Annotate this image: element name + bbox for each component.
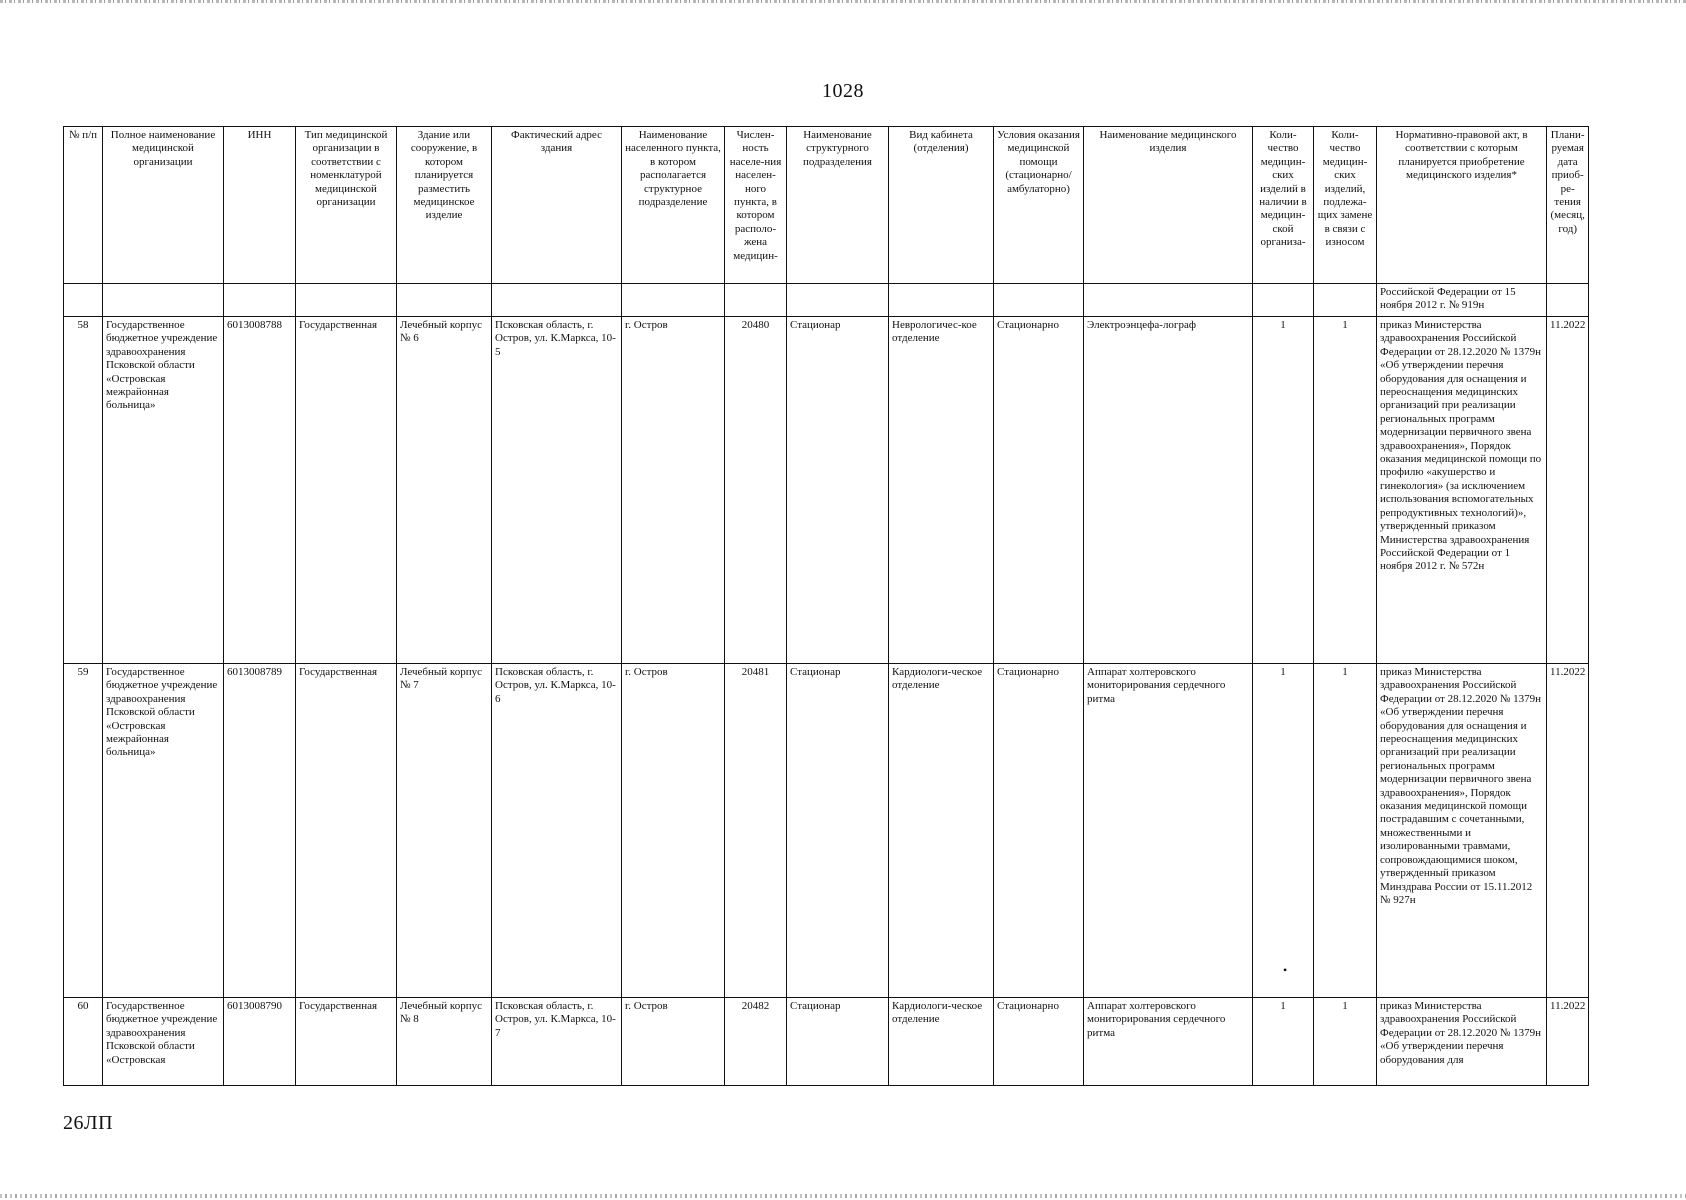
- page-number: 1028: [822, 80, 864, 102]
- cell-inn: 6013008790: [224, 998, 296, 1086]
- table-cell: [622, 284, 725, 317]
- header-cell-qty-replace: Коли-чество медицин-ских изделий, подлежа-щих замене в связи с износом: [1314, 127, 1377, 284]
- cell-cabinet: Кардиологи-ческое отделение: [889, 998, 994, 1086]
- table-cell: [224, 284, 296, 317]
- scan-edge-bottom: [0, 1194, 1686, 1198]
- table-row: [64, 664, 1589, 998]
- page-stamp: 26ЛП: [63, 1112, 114, 1134]
- cell-device: Аппарат холтеровского мониторирования сердечного ритма: [1084, 664, 1253, 998]
- table-row: [64, 317, 1589, 664]
- cell-qty-have: 1: [1253, 317, 1314, 664]
- cell-number: 58: [64, 317, 103, 664]
- cell-inn: 6013008789: [224, 664, 296, 998]
- continuation-row: [64, 284, 1589, 317]
- cell-number: 59: [64, 664, 103, 998]
- header-cell-qty-have: Коли-чество медицин-ских изделий в наличии в медицин-ской организа-: [1253, 127, 1314, 284]
- cell-organization: Государственное бюджетное учреждение здравоохранения Псковской области «Островская: [103, 998, 224, 1086]
- header-cell-locality: Наименование населенного пункта, в котором располагается структурное подразделение: [622, 127, 725, 284]
- header-cell-number: № п/п: [64, 127, 103, 284]
- header-cell-inn: ИНН: [224, 127, 296, 284]
- cell-org-type: Государственная: [296, 317, 397, 664]
- scan-edge-top: [0, 0, 1686, 3]
- cell-locality: г. Остров: [622, 998, 725, 1086]
- table-cell: [296, 284, 397, 317]
- header-cell-division: Наименование структурного подразделения: [787, 127, 889, 284]
- header-cell-device: Наименование медицинского изделия: [1084, 127, 1253, 284]
- cell-device: Электроэнцефа-лограф: [1084, 317, 1253, 664]
- table-cell: [1253, 284, 1314, 317]
- cell-conditions: Стационарно: [994, 664, 1084, 998]
- cell-inn: 6013008788: [224, 317, 296, 664]
- header-cell-population: Числен-ность населе-ния населен-ного пункта, в котором располо-жена медицин-: [725, 127, 787, 284]
- cell-building: Лечебный корпус № 6: [397, 317, 492, 664]
- cell-qty-replace: 1: [1314, 664, 1377, 998]
- header-cell-planned-date: Плани-руемая дата приоб-ре-тения (месяц, год): [1547, 127, 1589, 284]
- table-cell: [1314, 284, 1377, 317]
- cell-division: Стационар: [787, 317, 889, 664]
- table-cell: [725, 284, 787, 317]
- table-cell: [1084, 284, 1253, 317]
- cell-division: Стационар: [787, 664, 889, 998]
- cell-planned-date: 11.2022: [1547, 317, 1589, 664]
- table-cell: [787, 284, 889, 317]
- cell-cabinet: Неврологичес-кое отделение: [889, 317, 994, 664]
- header-cell-org-type: Тип медицинской организации в соответствии с номенклатурой медицинской организации: [296, 127, 397, 284]
- header-cell-cabinet: Вид кабинета (отделения): [889, 127, 994, 284]
- cell-qty-replace: 1: [1314, 998, 1377, 1086]
- cell-org-type: Государственная: [296, 664, 397, 998]
- cell-planned-date: 11.2022: [1547, 664, 1589, 998]
- cell-qty-have: 1: [1253, 998, 1314, 1086]
- header-cell-conditions: Условия оказания медицинской помощи (стационарно/ амбулаторно): [994, 127, 1084, 284]
- cell-address: Псковская область, г. Остров, ул. К.Маркса, 10-6: [492, 664, 622, 998]
- table-cell: [397, 284, 492, 317]
- continuation-text: Российской Федерации от 15 ноября 2012 г. № 919н: [1377, 284, 1547, 317]
- cell-device: Аппарат холтеровского мониторирования сердечного ритма: [1084, 998, 1253, 1086]
- cell-legal-act: приказ Министерства здравоохранения Российской Федерации от 28.12.2020 № 1379н «Об утверждении перечня оборудования для оснащения и переоснащения медицинских организаций при реализации региональных программ модернизации первичного звена здравоохранения», Порядок оказания медицинской помощи пострадавшим с сочетанными, множественными и изолированными травмами, сопровождающимися шоком, утвержденный приказом Минздрава России от 15.11.2012 № 927н: [1377, 664, 1547, 998]
- cell-address: Псковская область, г. Остров, ул. К.Маркса, 10-7: [492, 998, 622, 1086]
- cell-address: Псковская область, г. Остров, ул. К.Маркса, 10-5: [492, 317, 622, 664]
- cell-organization: Государственное бюджетное учреждение здравоохранения Псковской области «Островская межрайонная больница»: [103, 664, 224, 998]
- table-cell: [492, 284, 622, 317]
- cell-qty-replace: 1: [1314, 317, 1377, 664]
- table-cell: [994, 284, 1084, 317]
- header-cell-address: Фактический адрес здания: [492, 127, 622, 284]
- equipment-table: [63, 126, 1589, 1086]
- cell-planned-date: 11.2022: [1547, 998, 1589, 1086]
- table-cell: [1547, 284, 1589, 317]
- header-cell-building: Здание или сооружение, в котором планируется разместить медицинское изделие: [397, 127, 492, 284]
- table-cell: [103, 284, 224, 317]
- header-cell-legal-act: Нормативно-правовой акт, в соответствии с которым планируется приобретение медицинского изделия*: [1377, 127, 1547, 284]
- cell-population: 20482: [725, 998, 787, 1086]
- cell-locality: г. Остров: [622, 317, 725, 664]
- cell-building: Лечебный корпус № 8: [397, 998, 492, 1086]
- cell-locality: г. Остров: [622, 664, 725, 998]
- cell-legal-act: приказ Министерства здравоохранения Российской Федерации от 28.12.2020 № 1379н «Об утверждении перечня оборудования для оснащения и переоснащения медицинских организаций при реализации региональных программ модернизации первичного звена здравоохранения», Порядок оказания медицинской помощи по профилю «акушерство и гинекология» (за исключением использования вспомогательных репродуктивных технологий)», утвержденный приказом Министерства здравоохранения Российской Федерации от 1 ноября 2012 г. № 572н: [1377, 317, 1547, 664]
- cell-legal-act: приказ Министерства здравоохранения Российской Федерации от 28.12.2020 № 1379н «Об утверждении перечня оборудования для: [1377, 998, 1547, 1086]
- cell-division: Стационар: [787, 998, 889, 1086]
- cell-population: 20481: [725, 664, 787, 998]
- header-cell-organization: Полное наименование медицинской организации: [103, 127, 224, 284]
- cell-population: 20480: [725, 317, 787, 664]
- cell-conditions: Стационарно: [994, 998, 1084, 1086]
- cell-building: Лечебный корпус № 7: [397, 664, 492, 998]
- table-row: [64, 998, 1589, 1086]
- table-cell: [889, 284, 994, 317]
- scan-speck-mark: •: [1283, 963, 1288, 977]
- cell-qty-have: 1: [1253, 664, 1314, 998]
- cell-cabinet: Кардиологи-ческое отделение: [889, 664, 994, 998]
- cell-conditions: Стационарно: [994, 317, 1084, 664]
- table-cell: [64, 284, 103, 317]
- cell-organization: Государственное бюджетное учреждение здравоохранения Псковской области «Островская межрайонная больница»: [103, 317, 224, 664]
- table-header-row: [64, 127, 1589, 284]
- cell-number: 60: [64, 998, 103, 1086]
- cell-org-type: Государственная: [296, 998, 397, 1086]
